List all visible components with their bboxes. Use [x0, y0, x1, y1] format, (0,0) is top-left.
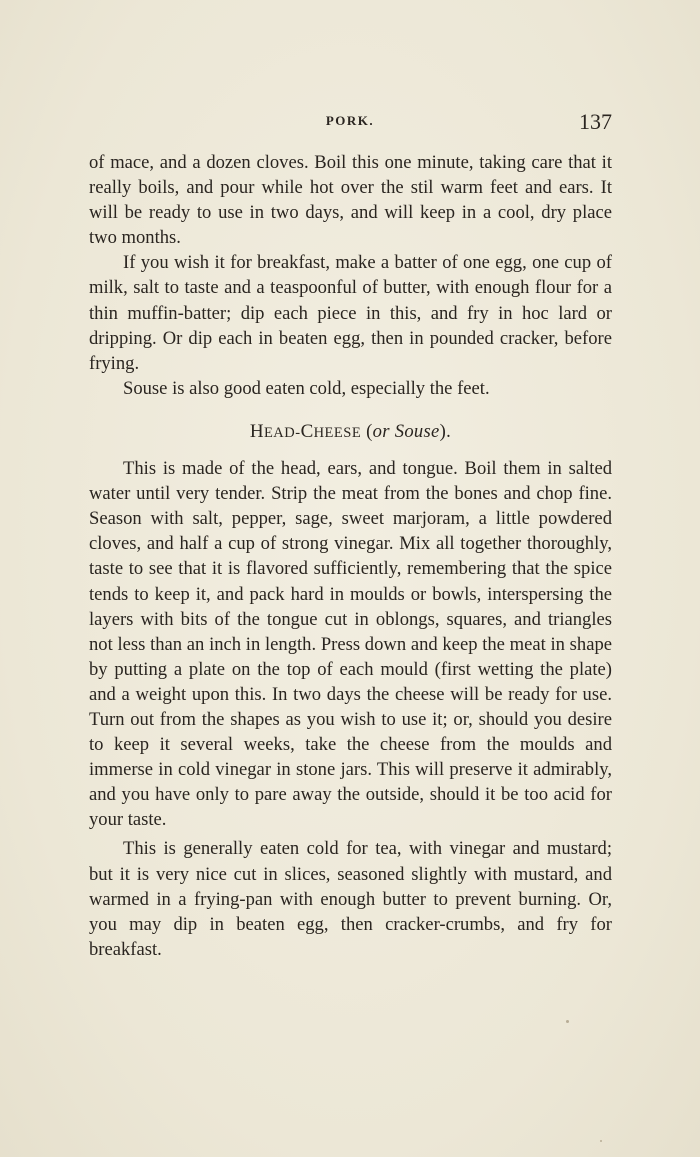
paragraph-1: of mace, and a dozen cloves. Boil this one minute, taking care that it really boils, and pour while hot over the stil warm feet and ears. It will be ready to use in two days, and will keep in a cool, dry place two months. [89, 152, 612, 249]
paper-speck [566, 1020, 569, 1023]
heading-or: or [372, 420, 390, 442]
heading-close: ). [439, 420, 452, 442]
paragraph-2: If you wish it for breakfast, make a batter of one egg, one cup of milk, salt to taste and a teaspoonful of butter, with enough flour for a thin muffin-batter; dip each piece in this, and fry in hoc lard or dripping. Or dip each in beaten egg, then in pounded cracker, before frying. [89, 252, 612, 374]
paragraph-3: Souse is also good eaten cold, especially the feet. [123, 377, 490, 399]
section-heading [89, 419, 612, 446]
running-head [88, 111, 612, 139]
heading-cap-h: H [249, 420, 264, 442]
body-text [89, 150, 612, 962]
heading-open-paren: ( [361, 420, 373, 442]
running-title: PORK. [325, 113, 375, 128]
heading-rest-heese: HEESE [313, 424, 362, 441]
paragraph-5: This is generally eaten cold for tea, with vinegar and mustard; but it is very nice cut in slices, seasoned slightly with mustard, and warmed in a frying-pan with enough butter to prevent burning. Or, you may dip in beaten egg, then cracker-crumbs, and fry for breakfast. [89, 838, 612, 960]
paper-speck [600, 1140, 602, 1142]
heading-rest-ead: EAD- [263, 424, 301, 441]
page-number: 137 [579, 109, 612, 134]
paragraph-4: This is made of the head, ears, and tongue. Boil them in salted water until very tender. Strip the meat from the bones and chop fine. Season with salt, pepper, sage, sweet marjoram, a little powdered cloves, and half a cup of strong vinegar. Mix all together thoroughly, taste to see that it is flavored sufficiently, remembering that the spice tends to keep it, and pack hard in moulds or bowls, interspersing the layers with bits of the tongue cut in oblongs, squares, and triangles not less than an inch in length. Press down and keep the meat in shape by putting a plate on the top of each mould (first wetting the plate) and a weight upon this. In two days the cheese will be ready for use. Turn out from the shapes as you wish to use it; or, should you desire to keep it several weeks, take the cheese from the moulds and immerse in cold vinegar in stone jars. This will preserve it admirably, and you have only to pare away the outside, should it be too acid for your taste. [89, 458, 612, 831]
heading-cap-c: C [300, 420, 314, 442]
heading-souse: Souse [394, 420, 440, 442]
